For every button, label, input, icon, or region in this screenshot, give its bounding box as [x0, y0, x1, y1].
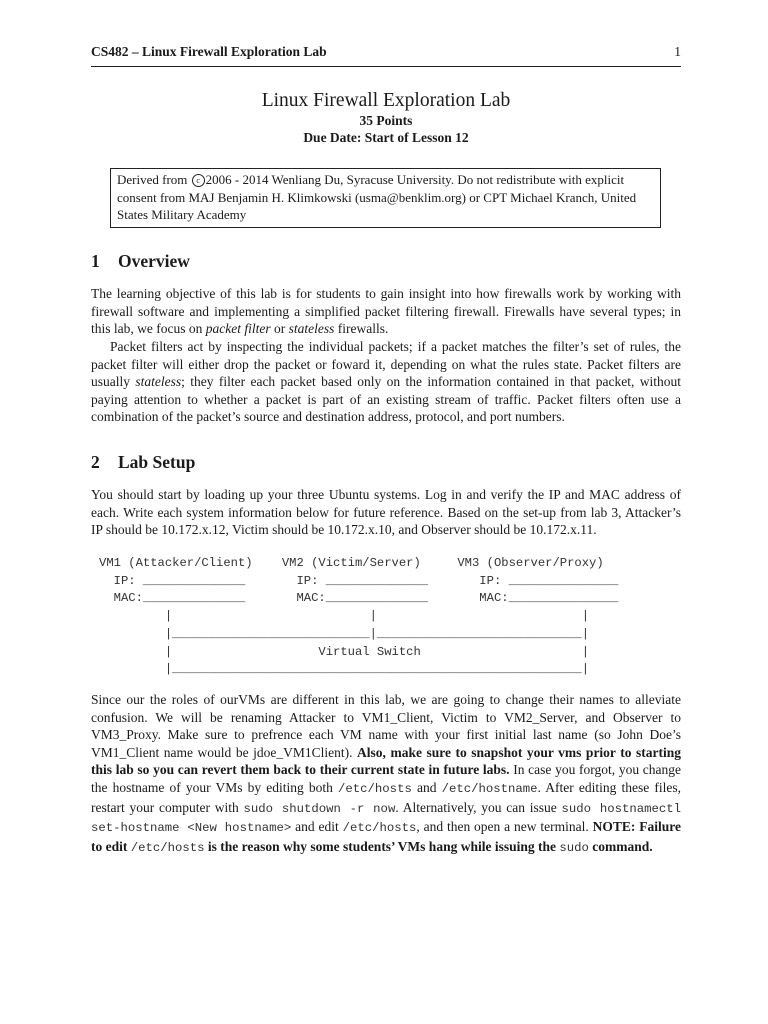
section-title: Lab Setup [118, 452, 196, 472]
section-heading-overview [91, 251, 190, 271]
bold-text: is the reason why some students’ VMs hang while issuing the [204, 838, 560, 854]
code-text: sudo hostnamectl set-hostname <New hostname> [91, 801, 681, 836]
running-title: CS482 – Linux Firewall Exploration Lab [91, 44, 327, 59]
document-title: Linux Firewall Exploration Lab [261, 90, 511, 111]
emphasis-text: packet filter [205, 321, 271, 337]
lab-setup-paragraph-2 [91, 691, 681, 857]
emphasis-text: stateless [288, 321, 335, 337]
due-date-line: Due Date: Start of Lesson 12 [303, 130, 469, 145]
derivation-prefix: Derived from [117, 172, 188, 187]
header-rule [91, 66, 681, 67]
emphasis-text: stateless [135, 374, 182, 390]
points-line: 35 Points [359, 113, 413, 128]
text-run: The learning objective of this lab is for students to gain insight into how firewalls work by working with firewall software and implementing a simplified packet filtering firewall. Firewalls have several types; in this lab, we focus on [91, 286, 681, 337]
bold-text: Also, make sure to snapshot your vms prior to starting this lab so you can revert them back to their current state in future labs. [91, 744, 681, 778]
section-number: 2 [91, 452, 100, 472]
running-header [91, 44, 681, 60]
title-block [91, 90, 681, 146]
derivation-text: 2006 - 2014 Wenliang Du, Syracuse University. Do not redistribute with explicit consent from MAJ Benjamin H. Klimkowski (usma@benklim.org) or CPT Michael Kranch, United States Military Academy [117, 172, 637, 222]
code-text: /etc/hosts [342, 821, 417, 836]
overview-paragraph-1 [91, 285, 681, 338]
text-run: ; they filter each packet based only on the information contained in that packet, without paying attention to whether a packet is part of an existing stream of traffic. Packet filters often use a combination of the packet’s source and destination address, protocol, and port numbers. [91, 374, 681, 425]
bold-text: NOTE: Failure to edit [91, 819, 681, 854]
text-run: , and then open a new terminal. [416, 819, 593, 835]
text-run: In case you forgot, you change the hostname of your VMs by editing both [91, 762, 681, 795]
text-run: or [270, 321, 289, 337]
copyright-icon: c [192, 174, 205, 187]
bold-text: command. [588, 838, 653, 854]
code-text: /etc/hosts [130, 840, 205, 855]
code-text: sudo [559, 840, 589, 855]
text-run: Packet filters act by inspecting the individual packets; if a packet matches the filter’s set of rules, the packet filter will either drop the packet or foward it, depending on what the rules state. Packet filters are usually [91, 339, 681, 390]
code-text: /etc/hosts [338, 781, 412, 796]
network-diagram: VM1 (Attacker/Client) VM2 (Victim/Server) VM3 (Observer/Proxy) IP: ______________ IP: ______________ IP: _______________ MAC:______________ MAC:______________ MAC:_______________ | | | |___________________________|____________________________| | Virtual Switch | |________________________________________________________| [99, 556, 619, 677]
code-text: sudo shutdown -r now [243, 801, 396, 816]
text-run: . Alternatively, you can issue [395, 799, 562, 815]
lab-setup-paragraph-1: You should start by loading up your three Ubuntu systems. Log in and verify the IP and MAC address of each. Write each system information below for future reference. Based on the set-up from lab 3, Attacker’s IP should be 10.172.x.12, Victim should be 10.172.x.10, and Observer should be 10.172.x.11. [91, 487, 681, 538]
text-run: firewalls. [334, 321, 389, 337]
section-heading-lab-setup [91, 452, 195, 472]
section-number: 1 [91, 251, 100, 271]
text-run: Since our the roles of ourVMs are different in this lab, we are going to change their names to alleviate confusion. We will be renaming Attacker to VM1_Client, Victim to VM2_Server, and Observer to VM3_Proxy. Make sure to prefrence each VM name with your first initial last name (so John Doe’s VM1_Client name would be jdoe_VM1Client). [91, 692, 681, 760]
text-run: and [411, 779, 442, 795]
text-run: . After editing these files, restart your computer with [91, 779, 682, 815]
overview-paragraph-2 [91, 338, 681, 426]
section-title: Overview [118, 251, 190, 271]
derivation-notice-box [110, 168, 661, 228]
text-run: and edit [291, 819, 343, 835]
page-number: 1 [674, 44, 681, 59]
code-text: /etc/hostname [441, 781, 538, 796]
